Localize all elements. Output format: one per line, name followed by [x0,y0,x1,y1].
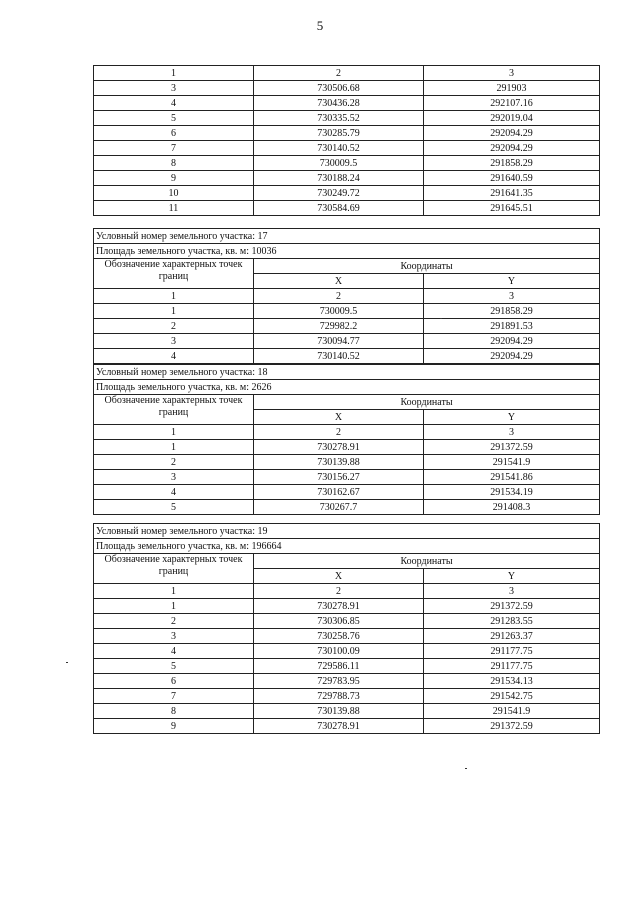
table-cell: 1 [94,304,254,319]
parcel-number-label: Условный номер земельного участка: 19 [94,524,600,539]
table-cell: 730258.76 [254,629,424,644]
table-cell: 730267.7 [254,500,424,515]
table-cell: 730506.68 [254,81,424,96]
parcel-area-row [94,244,600,259]
table-cell: 730162.67 [254,485,424,500]
table-cell: 6 [94,126,254,141]
scan-speck [465,768,467,769]
table-cell: 729586.11 [254,659,424,674]
table-cell: 5 [94,659,254,674]
table-row [94,304,600,319]
parcel-area-label: Площадь земельного участка, кв. м: 196664 [94,539,600,554]
table-cell: 5 [94,500,254,515]
table-row [94,171,600,186]
coordinates-header: Координаты [254,259,600,274]
table-row [94,440,600,455]
table-cell: 291541.9 [424,704,600,719]
points-header: Обозначение характерных точек границ [94,554,254,584]
x-header: X [254,569,424,584]
parcel-table-19 [93,523,600,734]
table-cell: 292094.29 [424,126,600,141]
table-cell: 730140.52 [254,141,424,156]
table-cell: 2 [94,614,254,629]
table-cell: 292019.04 [424,111,600,126]
parcel-number-row [94,524,600,539]
table-row [94,674,600,689]
table-row [94,644,600,659]
table-cell: 730436.28 [254,96,424,111]
table-cell: 730278.91 [254,440,424,455]
table-cell: 291641.35 [424,186,600,201]
table-row [94,156,600,171]
table-cell: 291903 [424,81,600,96]
column-number-cell: 1 [94,66,254,81]
parcel-number-label: Условный номер земельного участка: 17 [94,229,600,244]
table-row [94,614,600,629]
table-row [94,689,600,704]
points-header: Обозначение характерных точек границ [94,259,254,289]
header-row [94,554,600,569]
coordinates-header: Координаты [254,554,600,569]
table-row [94,500,600,515]
table-cell: 11 [94,201,254,216]
column-number-row [94,425,600,440]
table-cell: 1 [94,599,254,614]
table-row [94,141,600,156]
table-cell: 1 [94,440,254,455]
table-cell: 729783.95 [254,674,424,689]
y-header: Y [424,410,600,425]
table-cell: 730285.79 [254,126,424,141]
table-body [94,365,600,515]
table-cell: 291891.53 [424,319,600,334]
table-cell: 291542.75 [424,689,600,704]
table-cell: 730100.09 [254,644,424,659]
column-number-cell: 3 [424,289,600,304]
table-cell: 2 [94,455,254,470]
table-cell: 729788.73 [254,689,424,704]
column-number-cell: 1 [94,289,254,304]
table-cell: 3 [94,334,254,349]
table-cell: 730139.88 [254,455,424,470]
table-cell: 730009.5 [254,304,424,319]
table-cell: 291177.75 [424,644,600,659]
table-row [94,659,600,674]
scan-speck [66,662,68,663]
table-cell: 3 [94,470,254,485]
table-row [94,201,600,216]
table-cell: 4 [94,96,254,111]
table-cell: 291534.19 [424,485,600,500]
table-row [94,319,600,334]
coordinates-header: Координаты [254,395,600,410]
column-number-cell: 1 [94,425,254,440]
table-cell: 730140.52 [254,349,424,364]
table-cell: 291541.9 [424,455,600,470]
table-cell: 730094.77 [254,334,424,349]
table-row [94,81,600,96]
table-cell: 292107.16 [424,96,600,111]
table-row [94,334,600,349]
column-number-cell: 2 [254,289,424,304]
table-cell: 6 [94,674,254,689]
column-number-cell: 1 [94,584,254,599]
table-body [94,66,600,216]
table-cell: 292094.29 [424,334,600,349]
table-row [94,629,600,644]
table-row [94,111,600,126]
header-row [94,259,600,274]
column-number-cell: 3 [424,425,600,440]
table-cell: 10 [94,186,254,201]
table-cell: 291408.3 [424,500,600,515]
table-cell: 3 [94,81,254,96]
table-cell: 291372.59 [424,599,600,614]
column-number-row [94,66,600,81]
table-cell: 291372.59 [424,719,600,734]
y-header: Y [424,569,600,584]
parcel-number-row [94,229,600,244]
table-cell: 291541.86 [424,470,600,485]
points-header: Обозначение характерных точек границ [94,395,254,425]
table-row [94,126,600,141]
table-cell: 4 [94,349,254,364]
table-cell: 730584.69 [254,201,424,216]
table-cell: 8 [94,704,254,719]
table-cell: 292094.29 [424,141,600,156]
x-header: X [254,410,424,425]
table-cell: 291372.59 [424,440,600,455]
parcel-area-label: Площадь земельного участка, кв. м: 2626 [94,380,600,395]
table-cell: 730188.24 [254,171,424,186]
table-row [94,485,600,500]
coordinates-table-continued [93,65,600,216]
table-cell: 292094.29 [424,349,600,364]
table-cell: 9 [94,719,254,734]
column-number-row [94,584,600,599]
table-cell: 5 [94,111,254,126]
table-row [94,96,600,111]
table-row [94,470,600,485]
table-row [94,599,600,614]
table-cell: 291283.55 [424,614,600,629]
header-row [94,395,600,410]
table-row [94,186,600,201]
parcel-number-label: Условный номер земельного участка: 18 [94,365,600,380]
table-cell: 730139.88 [254,704,424,719]
table-body [94,229,600,364]
parcel-area-row [94,539,600,554]
table-cell: 730335.52 [254,111,424,126]
column-number-cell: 2 [254,584,424,599]
y-header: Y [424,274,600,289]
table-cell: 291645.51 [424,201,600,216]
table-cell: 291534.13 [424,674,600,689]
parcel-table-17 [93,228,600,364]
page-number: 5 [316,18,324,33]
table-cell: 730306.85 [254,614,424,629]
column-number-cell: 2 [254,66,424,81]
scan-speck [440,318,442,319]
table-cell: 291263.37 [424,629,600,644]
parcel-area-label: Площадь земельного участка, кв. м: 10036 [94,244,600,259]
table-cell: 730156.27 [254,470,424,485]
column-number-cell: 3 [424,66,600,81]
table-body [94,524,600,734]
column-number-row [94,289,600,304]
table-cell: 730278.91 [254,599,424,614]
table-row [94,349,600,364]
column-number-cell: 2 [254,425,424,440]
table-row [94,704,600,719]
table-cell: 730009.5 [254,156,424,171]
table-cell: 291858.29 [424,304,600,319]
table-cell: 730249.72 [254,186,424,201]
parcel-area-row [94,380,600,395]
table-cell: 291858.29 [424,156,600,171]
table-cell: 4 [94,644,254,659]
column-number-cell: 3 [424,584,600,599]
table-cell: 9 [94,171,254,186]
table-cell: 729982.2 [254,319,424,334]
table-cell: 8 [94,156,254,171]
table-cell: 7 [94,689,254,704]
table-cell: 4 [94,485,254,500]
parcel-table-18 [93,364,600,515]
table-cell: 730278.91 [254,719,424,734]
table-cell: 291640.59 [424,171,600,186]
table-row [94,455,600,470]
x-header: X [254,274,424,289]
table-cell: 291177.75 [424,659,600,674]
table-cell: 3 [94,629,254,644]
parcel-number-row [94,365,600,380]
table-row [94,719,600,734]
table-cell: 7 [94,141,254,156]
table-cell: 2 [94,319,254,334]
